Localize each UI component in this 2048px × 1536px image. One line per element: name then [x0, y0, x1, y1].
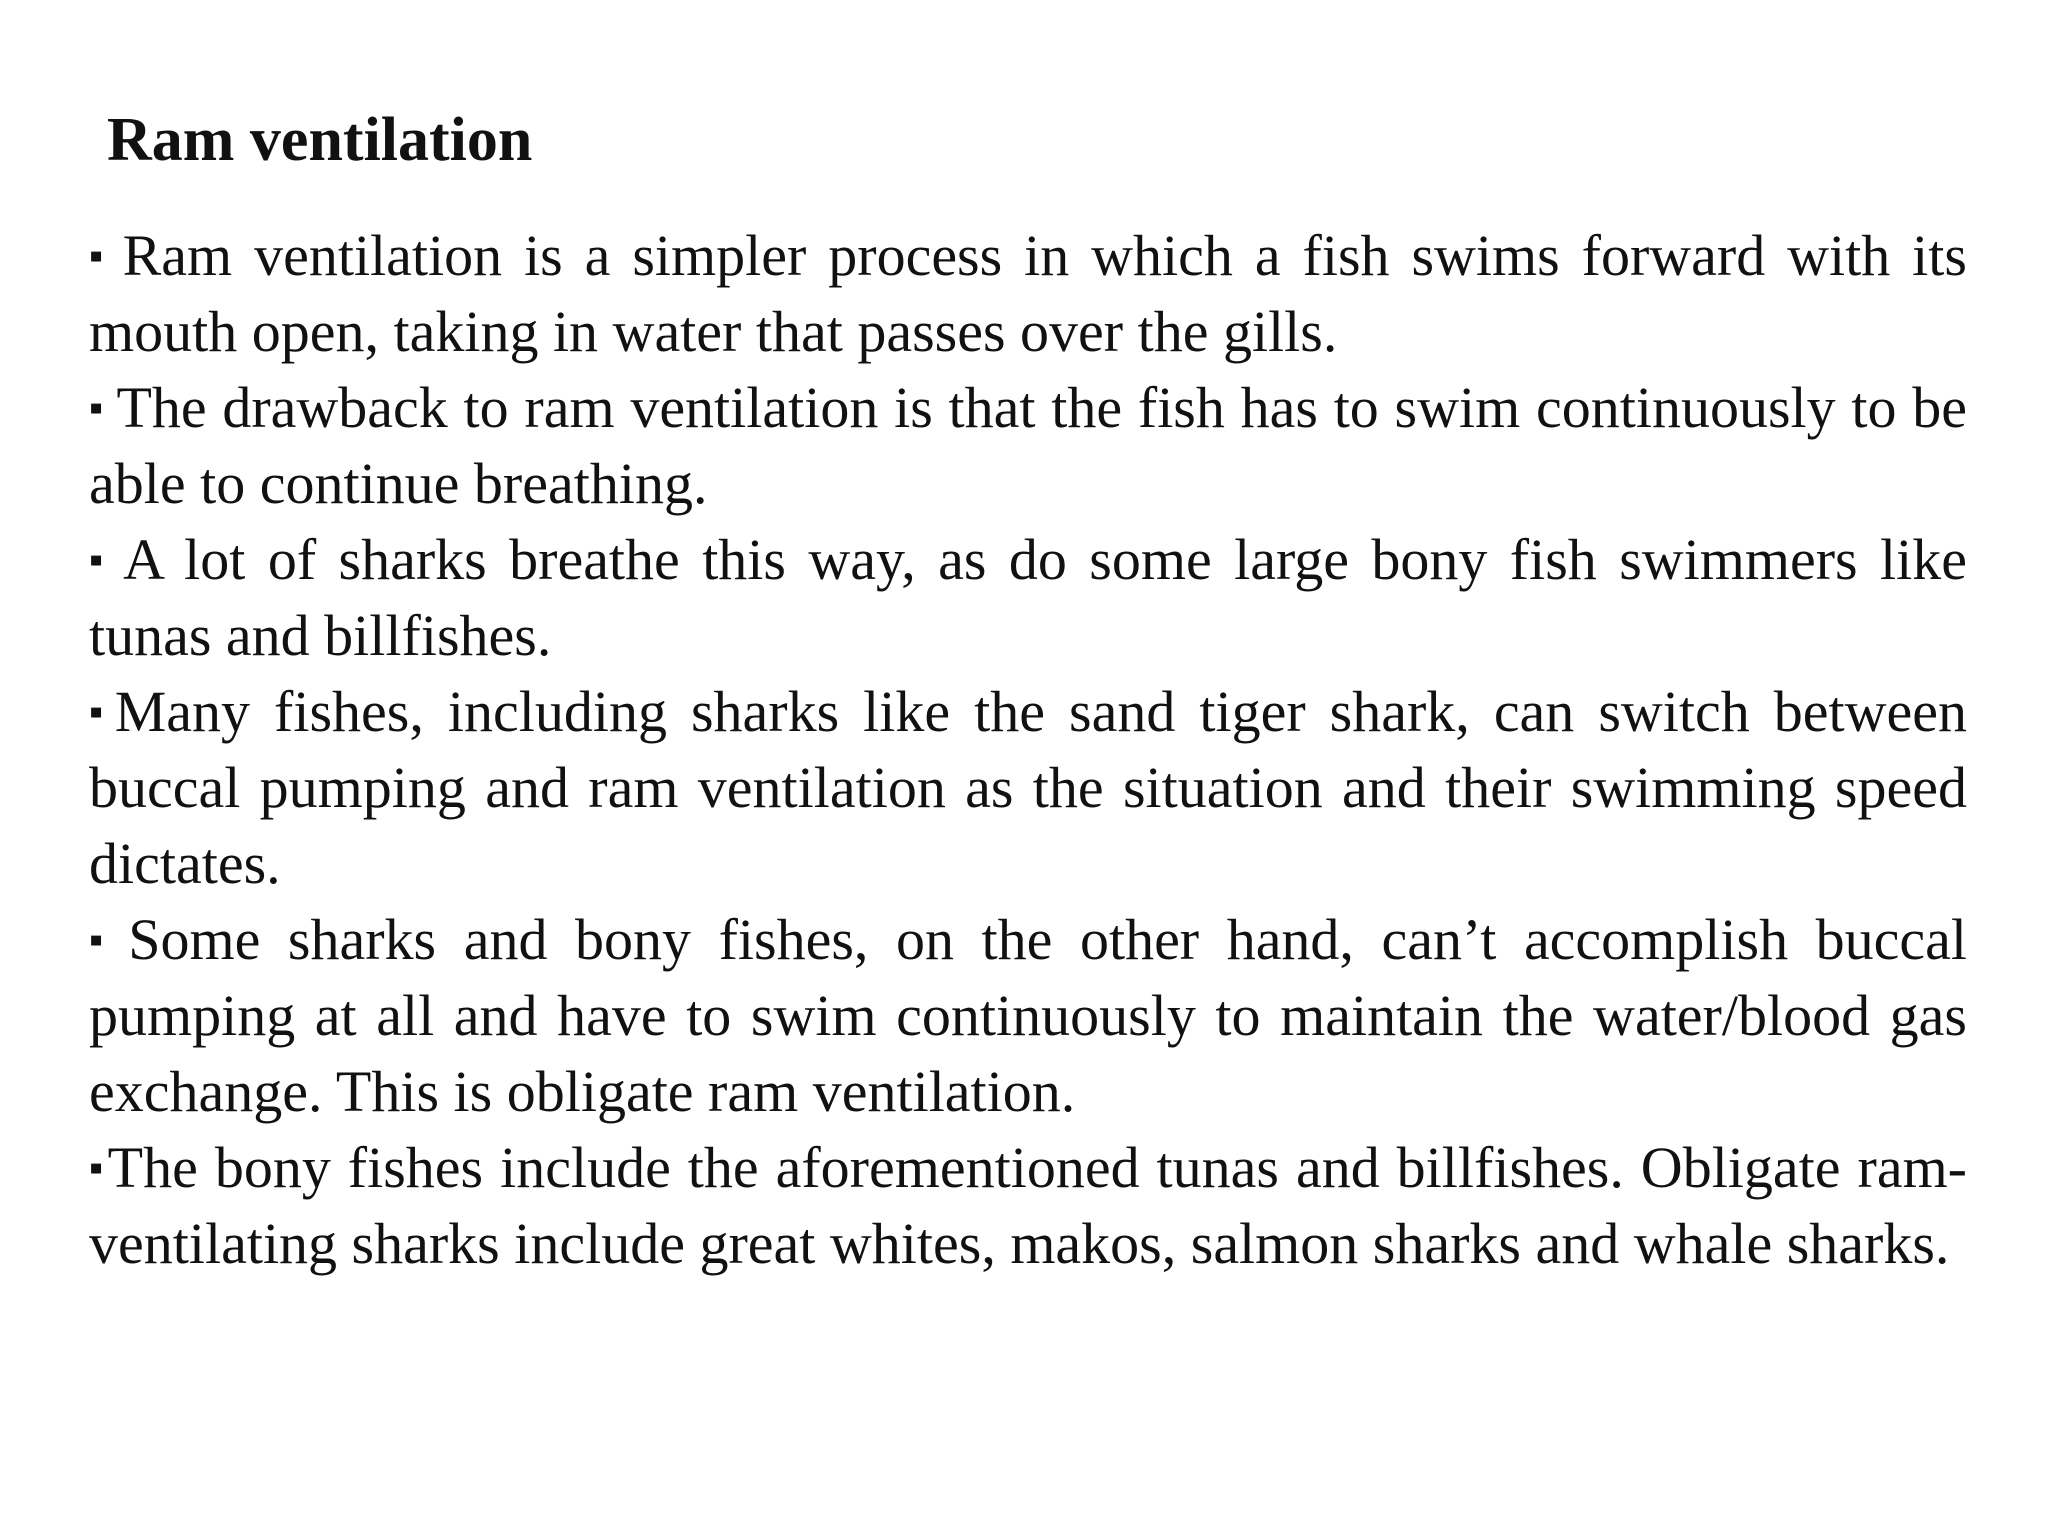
bullet-item: [89, 522, 1967, 674]
square-bullet-icon: ▪: [89, 537, 112, 582]
square-bullet-icon: ▪: [89, 385, 105, 430]
square-bullet-icon: ▪: [89, 1145, 106, 1190]
bullet-list: [89, 218, 1967, 1282]
square-bullet-icon: ▪: [89, 233, 111, 278]
slide-title: Ram ventilation: [107, 106, 533, 174]
bullet-text: Ram ventilation is a simpler process in which a fish swims forward with its mouth open, taking in water that passes over the gills.: [89, 223, 1967, 364]
bullet-text: A lot of sharks breathe this way, as do some large bony fish swimmers like tunas and billfishes.: [89, 527, 1967, 668]
bullet-item: [89, 1130, 1967, 1282]
bullet-item: [89, 902, 1967, 1130]
bullet-text: Many fishes, including sharks like the sand tiger shark, can switch between buccal pumping and ram ventilation as the situation and their swimming speed dictates.: [89, 679, 1967, 896]
square-bullet-icon: ▪: [89, 689, 113, 734]
bullet-text: The drawback to ram ventilation is that the fish has to swim continuously to be able to continue breathing.: [89, 375, 1967, 516]
bullet-item: [89, 370, 1967, 522]
bullet-text: The bony fishes include the aforementioned tunas and billfishes. Obligate ram-ventilating sharks include great whites, makos, salmon sharks and whale sharks.: [89, 1135, 1967, 1276]
square-bullet-icon: ▪: [89, 917, 117, 962]
bullet-item: [89, 674, 1967, 902]
bullet-text: Some sharks and bony fishes, on the other hand, can’t accomplish buccal pumping at all and have to swim continuously to maintain the water/blood gas exchange. This is obligate ram ventilation.: [89, 907, 1967, 1124]
bullet-item: [89, 218, 1967, 370]
